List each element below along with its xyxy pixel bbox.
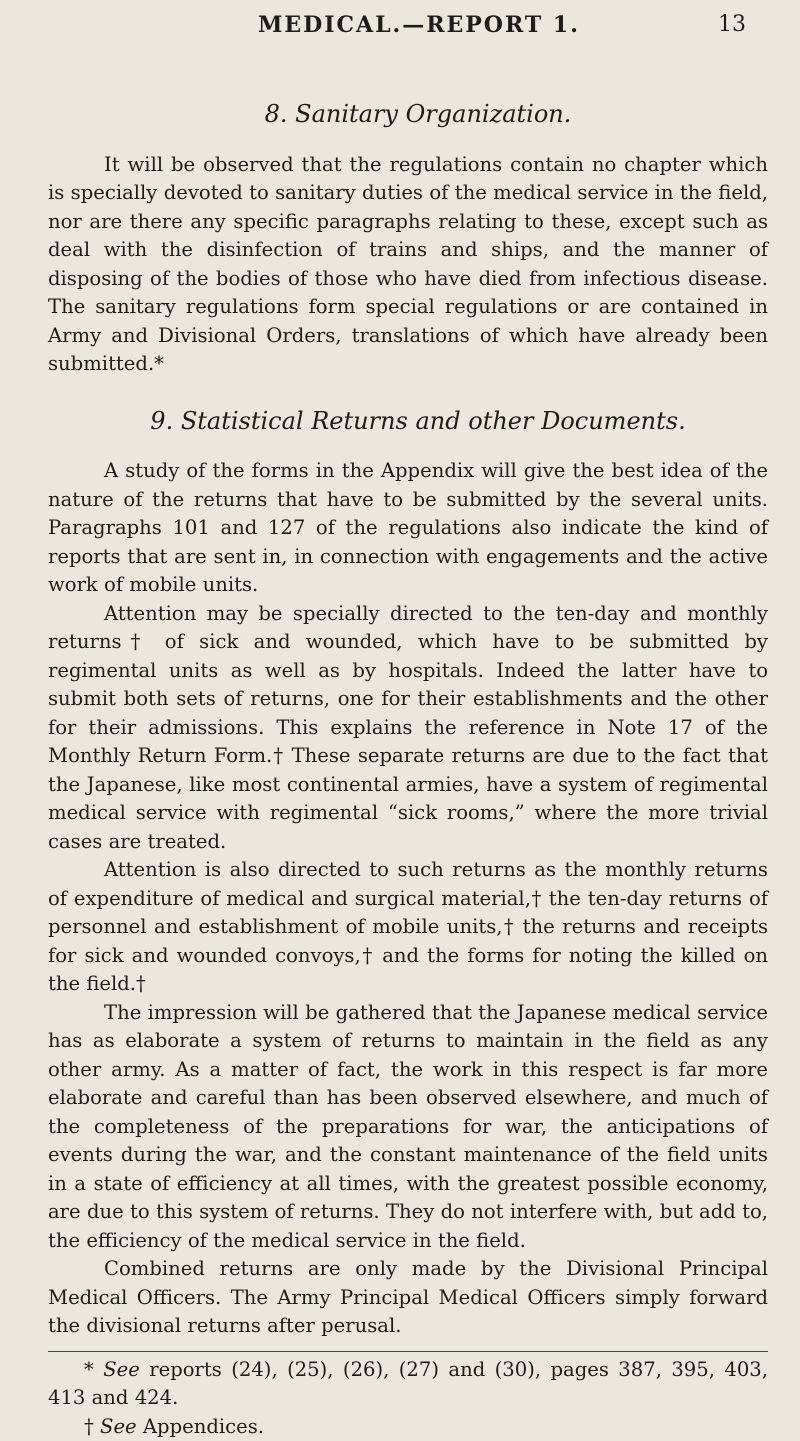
footnote-divider [48,1351,768,1352]
paragraph: A study of the forms in the Appendix will give the best idea of the nature of the returns that have to be submitted by the several units. Paragraphs 101 and 127 of the regulations also indicate the kind of reports that are sent in, in connection with engagements and the active work of mobile units. [48,457,768,600]
footnote-mark: * [84,1358,94,1381]
paragraph: Combined returns are only made by the Divisional Principal Medical Officers. The Army Principal Medical Officers simply forward the divisional returns after perusal. [48,1255,768,1341]
body-text [48,100,768,1441]
footnote-see: See [103,1358,140,1381]
footnote-text: Appendices. [137,1415,264,1438]
paragraph: Attention is also directed to such returns as the monthly returns of expenditure of medical and surgical material,† the ten-day returns of personnel and establishment of mobile units,† the returns and receipts for sick and wounded convoys,† and the forms for noting the killed on the field.† [48,856,768,999]
footnote-mark: † [84,1415,94,1438]
footnote [48,1413,768,1441]
section-heading-sanitary-organization: 8. Sanitary Organization. [48,100,768,129]
paragraph: Attention may be specially directed to the ten-day and monthly returns† of sick and wounded, which have to be submitted by regimental units as well as by hospitals. Indeed the latter have to submit both sets of returns, one for their establishments and the other for their admissions. This explains the reference in Note 17 of the Monthly Return Form.† These separate returns are due to the fact that the Japanese, like most continental armies, have a system of regimental medical service with regimental “sick rooms,” where the more trivial cases are treated. [48,600,768,857]
running-title: MEDICAL.—REPORT 1. [258,12,580,38]
footnote [48,1356,768,1413]
paragraph: The impression will be gathered that the Japanese medical service has as elaborate a system of returns to maintain in the field as any other army. As a matter of fact, the work in this respect is far more elaborate and careful than has been observed elsewhere, and much of the completeness of the preparations for war, the anticipations of events during the war, and the constant maintenance of the field units in a state of efficiency at all times, with the greatest possible economy, are due to this system of returns. They do not interfere with, but add to, the efficiency of the medical service in the field. [48,999,768,1256]
section-heading-statistical-returns: 9. Statistical Returns and other Documents. [48,407,768,436]
footnote-text: reports (24), (25), (26), (27) and (30), pages 387, 395, 403, 413 and 424. [48,1358,768,1410]
paragraph: It will be observed that the regulations contain no chapter which is specially devoted to sanitary duties of the medical service in the field, nor are there any specific paragraphs relating to these, except such as deal with the disinfection of trains and ships, and the manner of disposing of the bodies of those who have died from infectious disease. The sanitary regulations form special regulations or are contained in Army and Divisional Orders, translations of which have already been submitted.* [48,151,768,379]
running-header [0,8,800,48]
footnote-see: See [100,1415,137,1438]
page-number: 13 [718,12,746,37]
footnotes [48,1356,768,1441]
